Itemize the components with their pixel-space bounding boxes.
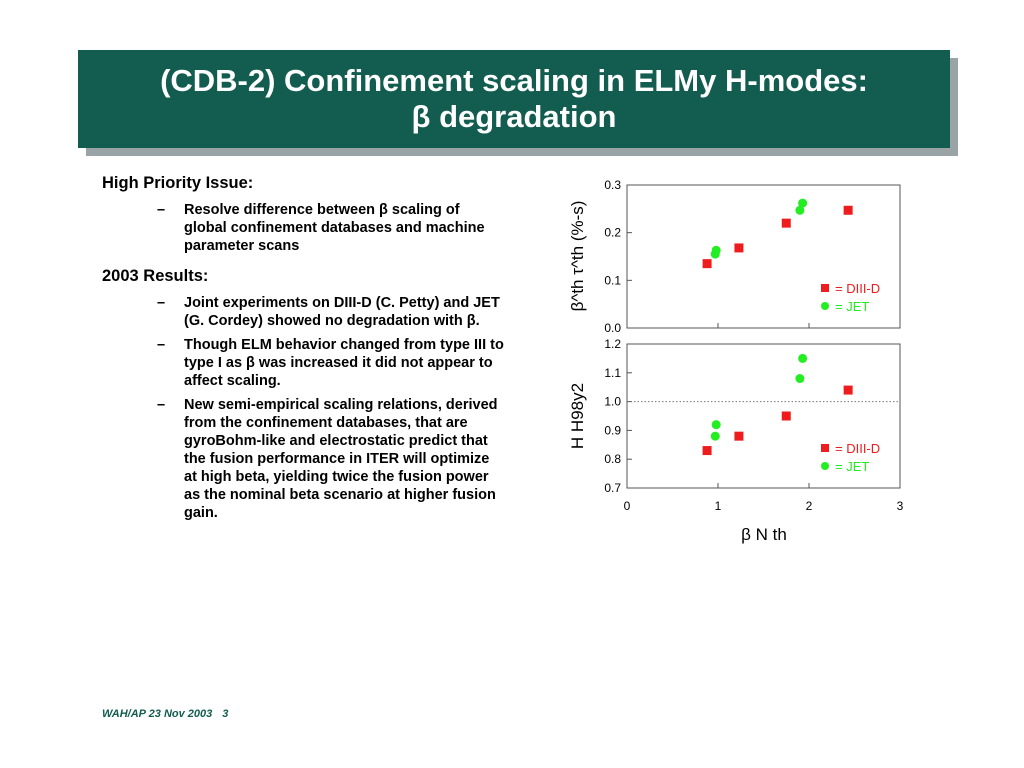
legend-marker-diiid bbox=[821, 284, 829, 292]
jet-point bbox=[795, 374, 804, 383]
jet-point bbox=[712, 246, 721, 255]
bullet-item bbox=[102, 336, 510, 390]
y-tick-label: 0.9 bbox=[604, 423, 621, 438]
bullet-dash: – bbox=[157, 202, 166, 218]
y-tick-label: 1.2 bbox=[604, 337, 621, 351]
y-tick-label: 0.3 bbox=[604, 178, 621, 192]
diiid-point bbox=[734, 432, 743, 441]
x-tick-label: 0 bbox=[623, 499, 631, 513]
y-tick-label: 0.0 bbox=[604, 321, 621, 335]
y-tick-label: 1.0 bbox=[604, 394, 621, 409]
bullet-dash: – bbox=[157, 295, 166, 311]
legend-label: = JET bbox=[835, 459, 870, 474]
bullet-item bbox=[102, 396, 510, 522]
diiid-point bbox=[703, 446, 712, 455]
beta-scaling-chart bbox=[555, 168, 925, 548]
legend-label: = DIII-D bbox=[835, 441, 881, 456]
footer-text: WAH/AP 23 Nov 2003 bbox=[102, 708, 213, 720]
x-tick-label: 2 bbox=[805, 499, 813, 513]
diiid-point bbox=[734, 243, 743, 252]
bullet-item bbox=[102, 294, 510, 330]
diiid-point bbox=[782, 412, 791, 421]
x-tick-label: 3 bbox=[896, 499, 904, 513]
page-number: 3 bbox=[222, 708, 229, 720]
bullet-text: Resolve difference between β scaling of global confinement databases and machine parameter scans bbox=[184, 202, 485, 254]
y-axis-label-top: β^th τ^th (%-s) bbox=[568, 200, 587, 312]
jet-point bbox=[798, 354, 807, 363]
y-tick-label: 0.1 bbox=[604, 273, 621, 288]
slide-title bbox=[78, 50, 950, 148]
title-line-1: (CDB-2) Confinement scaling in ELMy H-modes: bbox=[160, 63, 868, 98]
footer bbox=[102, 708, 238, 720]
y-tick-label: 0.7 bbox=[604, 481, 621, 495]
diiid-point bbox=[844, 206, 853, 215]
jet-point bbox=[711, 432, 720, 441]
diiid-point bbox=[782, 219, 791, 228]
section-heading-results: 2003 Results: bbox=[102, 267, 209, 285]
bullet-text: Joint experiments on DIII-D (C. Petty) and JET (G. Cordey) showed no degradation with β. bbox=[184, 295, 500, 329]
diiid-point bbox=[703, 259, 712, 268]
diiid-point bbox=[844, 386, 853, 395]
y-tick-label: 0.8 bbox=[604, 452, 621, 467]
jet-point bbox=[798, 199, 807, 208]
x-axis-label: β N th bbox=[741, 525, 787, 544]
legend-label: = JET bbox=[835, 299, 870, 314]
jet-point bbox=[712, 420, 721, 429]
bullet-dash: – bbox=[157, 337, 166, 353]
legend-label: = DIII-D bbox=[835, 281, 881, 296]
section-heading-priority: High Priority Issue: bbox=[102, 174, 254, 192]
x-tick-label: 1 bbox=[714, 499, 722, 513]
y-axis-label-bottom: H H98y2 bbox=[568, 382, 587, 450]
y-tick-label: 1.1 bbox=[604, 365, 621, 380]
bullet-text: Though ELM behavior changed from type III to type I as β was increased it did not appear to affect scaling. bbox=[184, 337, 504, 389]
title-line-2: β degradation bbox=[411, 99, 617, 134]
legend-marker-jet bbox=[821, 302, 829, 310]
bullet-dash: – bbox=[157, 397, 166, 413]
bullet-text: New semi-empirical scaling relations, derived from the confinement databases, that are gyroBohm-like and electrostatic predict that the fusion performance in ITER will optimize at high beta, yielding twice the fusion power as the nominal beta scenario at higher fusion gain. bbox=[184, 397, 498, 521]
bullet-item bbox=[102, 201, 510, 255]
text-column bbox=[102, 174, 510, 528]
legend-marker-jet bbox=[821, 462, 829, 470]
legend-marker-diiid bbox=[821, 444, 829, 452]
y-tick-label: 0.2 bbox=[604, 225, 621, 240]
